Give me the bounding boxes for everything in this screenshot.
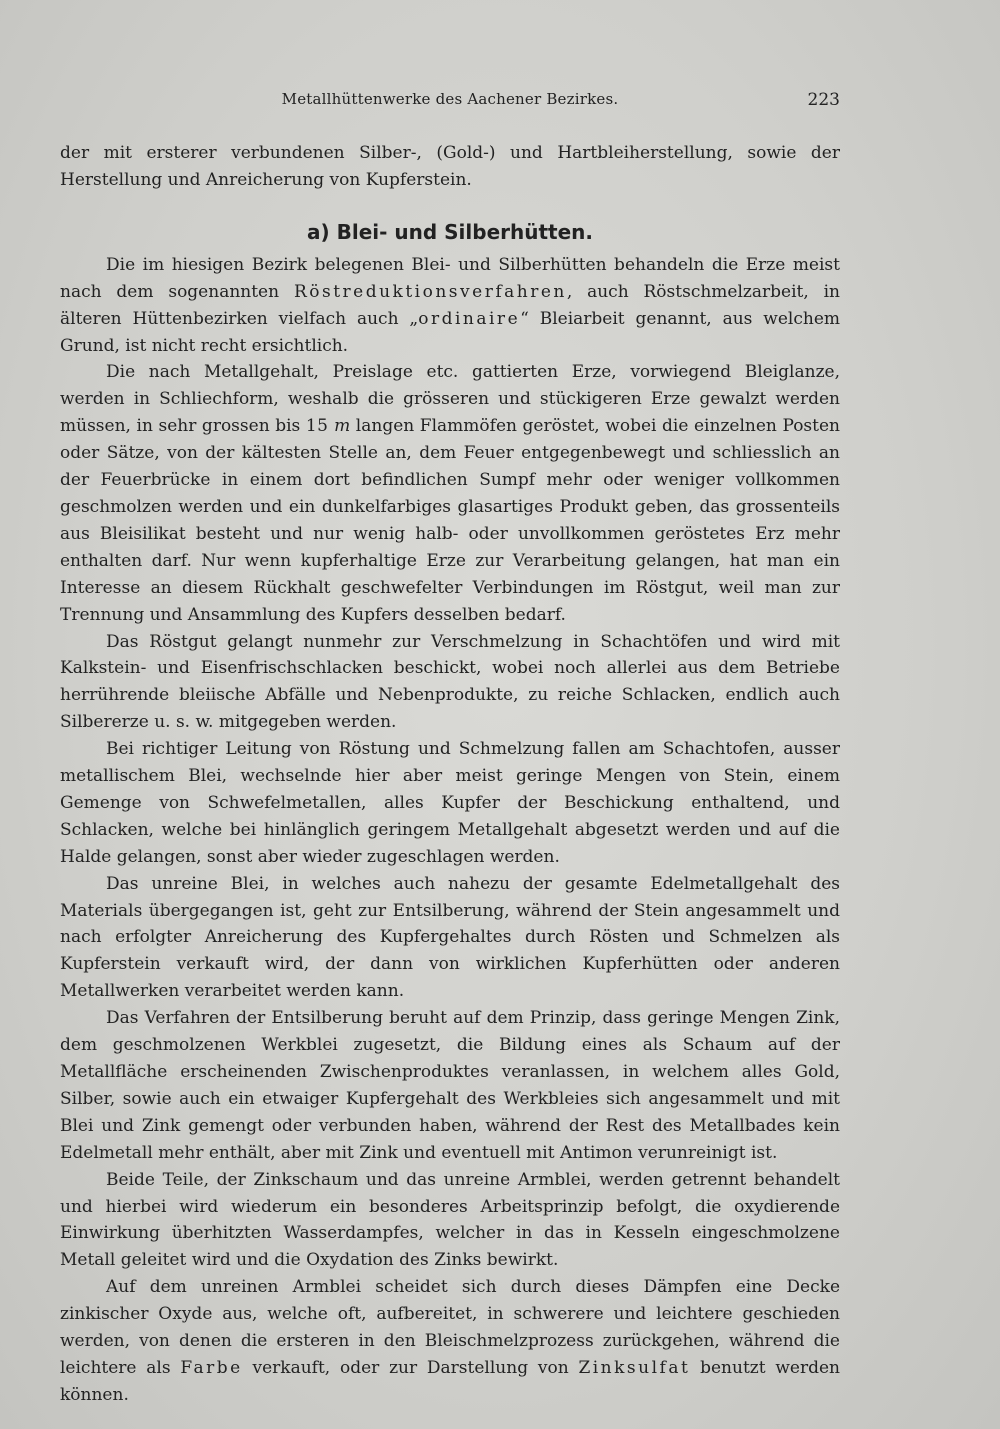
page-number: 223 (807, 90, 840, 110)
running-head: Metallhüttenwerke des Aachener Bezirkes. (281, 90, 619, 108)
paragraph-1-part-b: , auch Röstschmelzarbeit, in älteren Hüttenbezirken vielfach auch „ (60, 281, 840, 329)
page-header (60, 84, 840, 114)
paragraph-5: Das unreine Blei, in welches auch nahezu der gesamte Edelmetallgehalt des Materials übergegangen ist, geht zur Entsilberung, während der Stein angesammelt und nach erfolgter Anreicherung des Kupfergehaltes durch Rösten und Schmelzen als Kupferstein verkauft wird, der dann von wirklichen Kupferhütten oder anderen Metallwerken verarbeitet werden kann. (60, 873, 840, 1002)
paragraph-6: Das Verfahren der Entsilberung beruht auf dem Prinzip, dass geringe Mengen Zink, dem geschmolzenen Werkblei zugesetzt, die Bildung eines als Schaum auf der Metallfläche erscheinenden Zwischenproduktes veranlassen, in welchem alles Gold, Silber, sowie auch ein etwaiger Kupfergehalt des Werkbleies sich angesammelt und mit Blei und Zink gemengt oder verbunden haben, während der Rest des Metallbades kein Edelmetall mehr enthält, aber mit Zink und eventuell mit Antimon verunreinigt ist. (60, 1008, 840, 1163)
term-farbe: Farbe (180, 1357, 243, 1378)
paragraph-8-part-a: Auf dem unreinen Armblei scheidet sich durch dieses Dämpfen eine Decke zinkischer Oxyde aus, welche oft, aufbereitet, in schwerere und leichtere geschieden werden, von denen die ersteren in den Bleischmelzprozess zurückgehen, während die leichtere als (60, 1277, 840, 1378)
paragraph-8-part-c: benutzt werden können. (60, 1357, 840, 1405)
furnace-length-unit: m (334, 416, 351, 437)
paragraph-3: Das Röstgut gelangt nunmehr zur Verschmelzung in Schachtöfen und wird mit Kalkstein- und Eisenfrischschlacken beschickt, wobei noch allerlei aus dem Betriebe herrührende bleiische Abfälle und Nebenprodukte, zu reiche Schlacken, endlich auch Silbererze u. s. w. mitgegeben werden. (60, 631, 840, 733)
paragraph-4: Bei richtiger Leitung von Röstung und Schmelzung fallen am Schachtofen, ausser metallischem Blei, wechselnde hier aber meist geringe Mengen von Stein, einem Gemenge von Schwefelmetallen, alles Kupfer der Beschickung enthaltend, und Schlacken, welche bei hinlänglich geringem Metallgehalt abgesetzt werden und auf die Halde gelangen, sonst aber wieder zugeschlagen werden. (60, 739, 840, 867)
intro-paragraph: der mit ersterer verbundenen Silber-, (Gold-) und Hartbleiherstellung, sowie der Herstellung und Anreicherung von Kupferstein. (60, 143, 840, 190)
paragraph-8-part-b: verkauft, oder zur Darstellung von (242, 1357, 579, 1378)
paragraph-2-part-a: Die nach Metallgehalt, Preislage etc. gattierten Erze, vorwiegend Bleiglanze, werden in Schliechform, weshalb die grösseren und stückigeren Erze gewalzt werden müssen, in sehr grossen bis (60, 362, 840, 437)
furnace-length-number: 15 (305, 416, 329, 437)
term-zinksulfat: Zinksulfat (578, 1357, 691, 1378)
paragraph-1-part-a: Die im hiesigen Bezirk belegenen Blei- und Silberhütten behandeln die Erze meist nach dem sogenannten (60, 254, 840, 302)
page-body (60, 140, 840, 1409)
paragraph-7: Beide Teile, der Zinkschaum und das unreine Armblei, werden getrennt behandelt und hierbei wird wiederum ein besonderes Arbeitsprinzip befolgt, die oxydierende Einwirkung überhitzten Wasserdampfes, welcher in das in Kesseln eingeschmolzene Metall geleitet wird und die Oxydation des Zinks bewirkt. (60, 1169, 840, 1271)
term-ordinaire: ordinaire (418, 308, 521, 329)
paragraph-1 (60, 252, 840, 360)
paragraph-2-part-b: langen Flammöfen geröstet, wobei die einzelnen Posten oder Sätze, von der kältesten Stelle an, dem Feuer entgegenbewegt und schliesslich an der Feuerbrücke in einem dort befindlichen Sumpf mehr oder weniger vollkommen geschmolzen werden und ein dunkelfarbiges glasartiges Produkt geben, das grossenteils aus Bleisilikat besteht und nur wenig halb- oder unvollkommen geröstetes Erz mehr enthalten darf. Nur wenn kupferhaltige Erze zur Verarbeitung gelangen, hat man ein Interesse an diesem Rückhalt geschwefelter Verbindungen im Röstgut, weil man zur Trennung und Ansammlung des Kupfers desselben bedarf. (60, 416, 840, 625)
paragraph-2 (60, 359, 840, 628)
section-title: a) Blei- und Silberhütten. (307, 219, 593, 244)
paragraph-1-part-c: “ Bleiarbeit genannt, aus welchem Grund, ist nicht recht ersichtlich. (60, 308, 840, 356)
term-roestreduktionsverfahren: Röstreduktionsverfahren (293, 281, 567, 302)
paragraph-8 (60, 1274, 840, 1409)
